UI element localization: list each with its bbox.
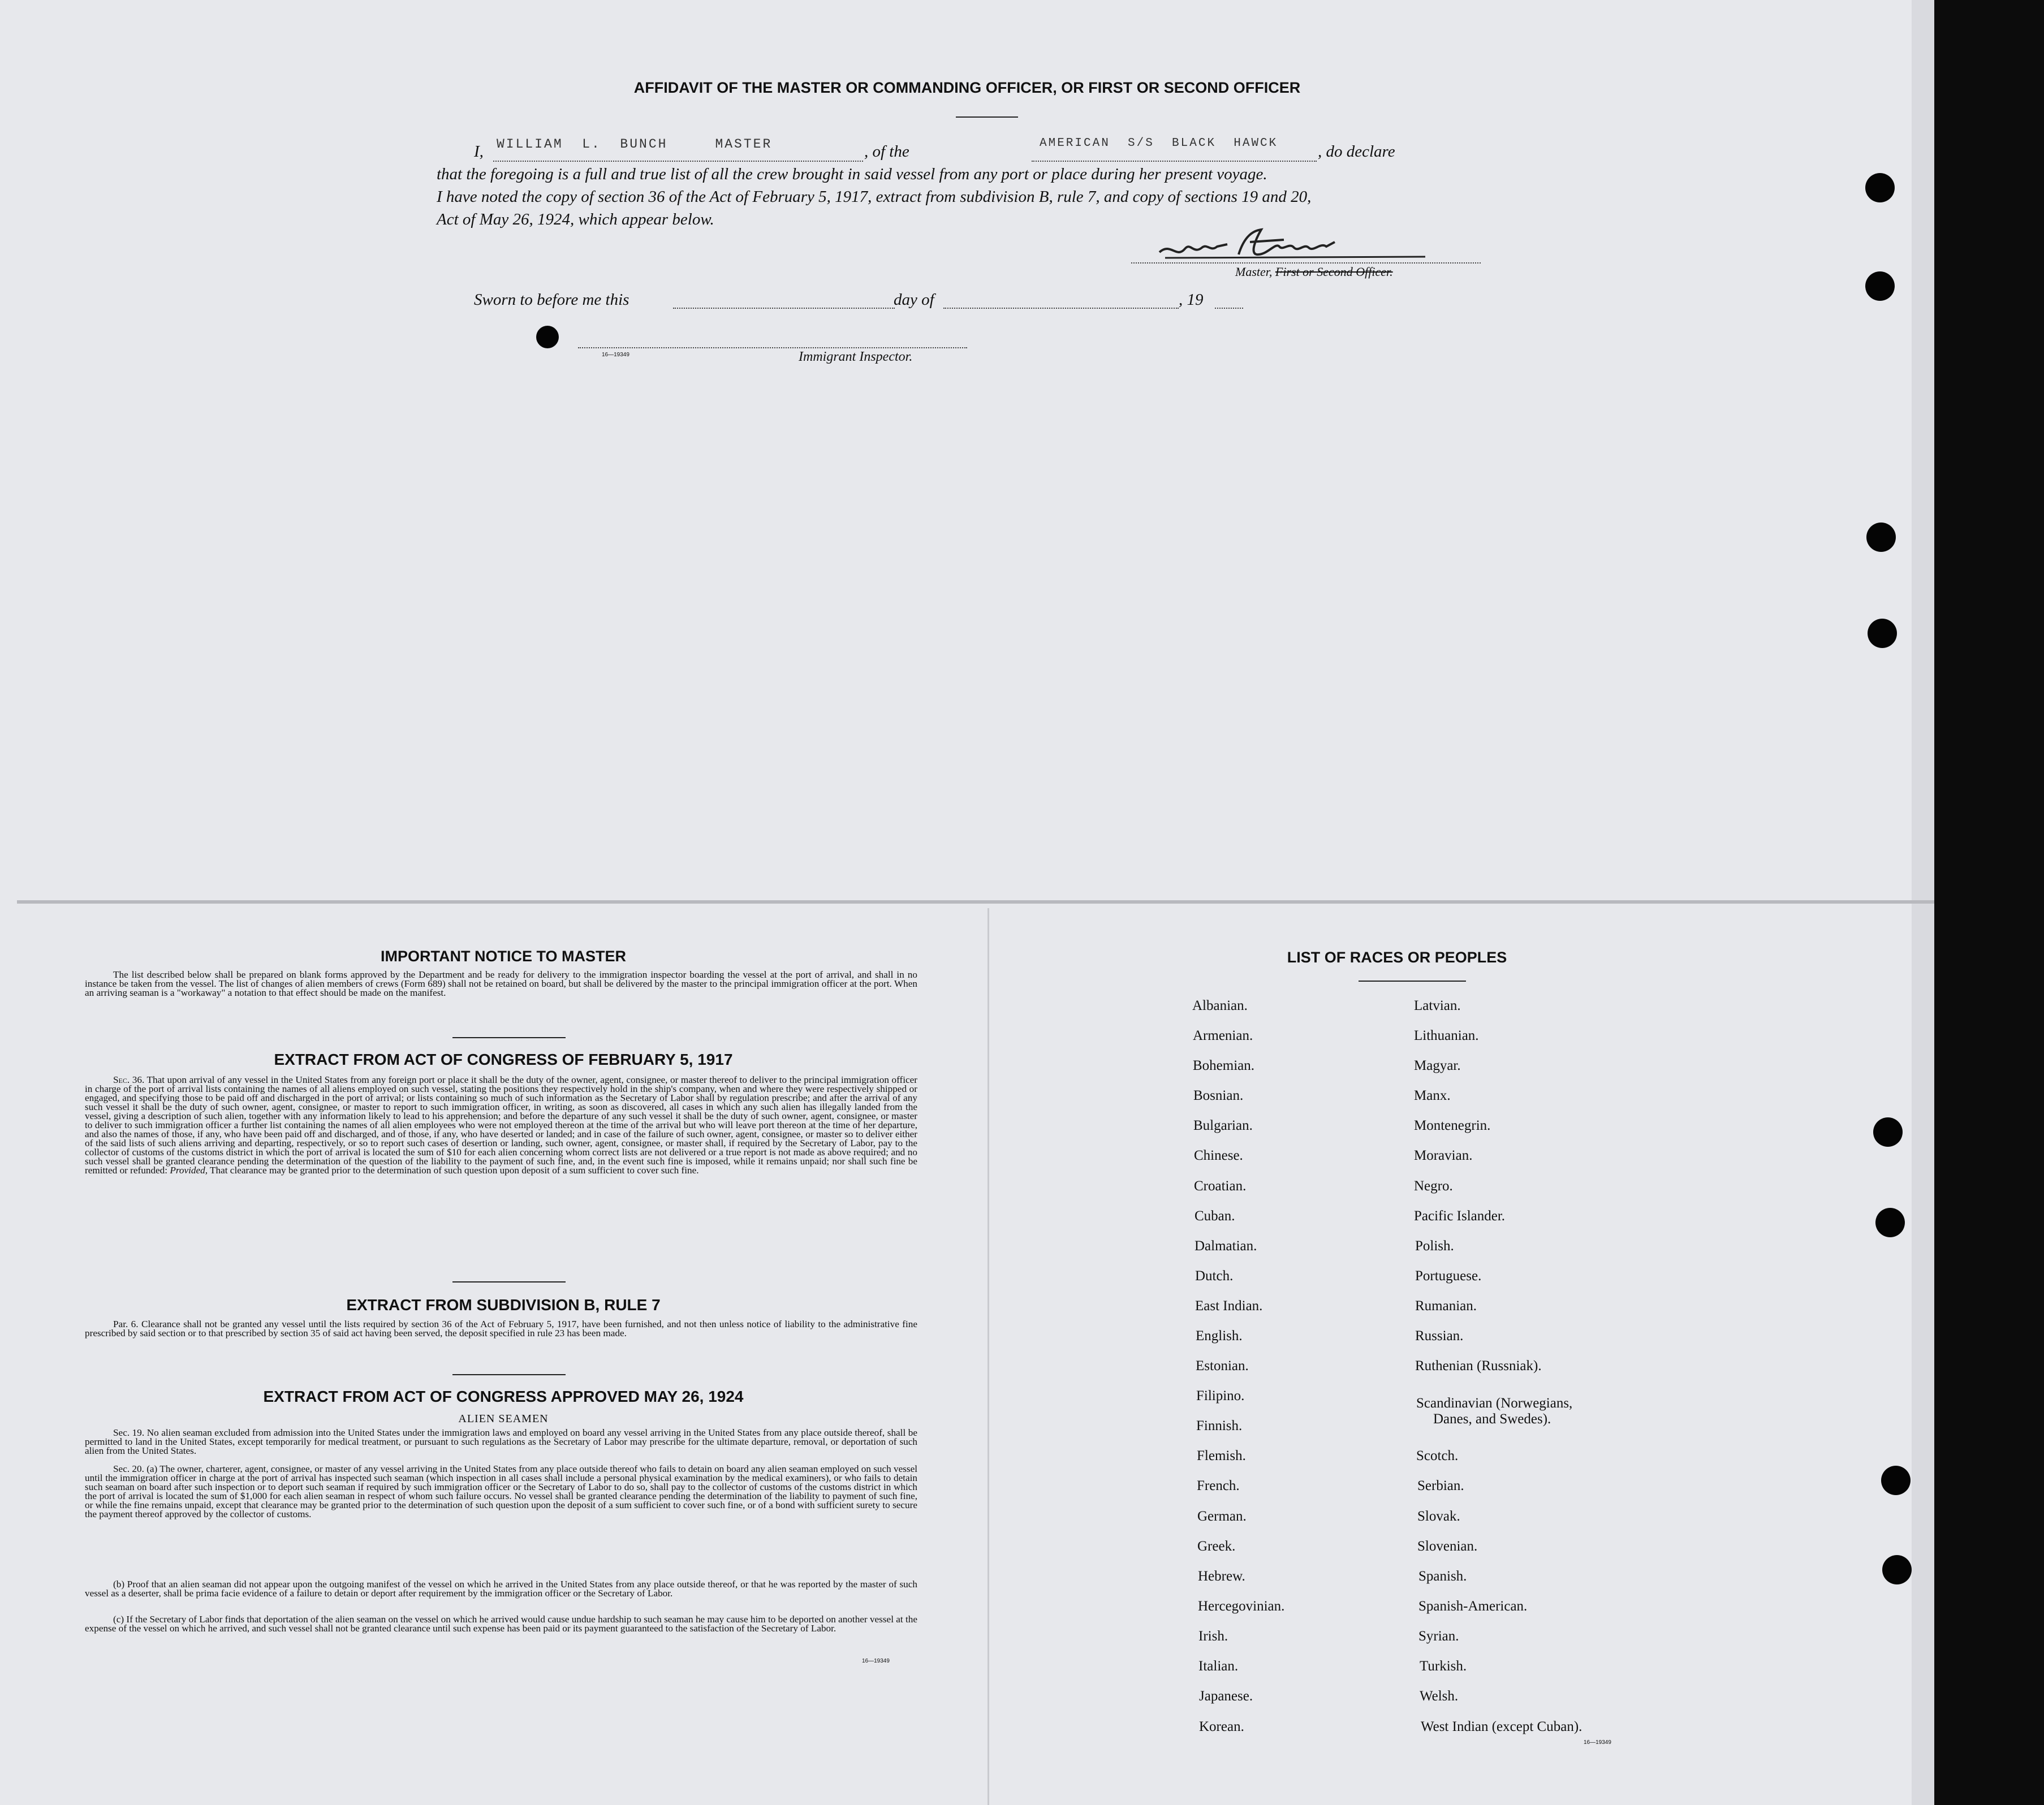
day-of-label: day of <box>894 291 934 309</box>
act1917-title: EXTRACT FROM ACT OF CONGRESS OF FEBRUARY 5, 1917 <box>274 1051 733 1068</box>
inspector-dots <box>578 347 967 348</box>
race-item: Scandinavian (Norwegians, <box>1416 1396 1573 1411</box>
race-item: Pacific Islander. <box>1414 1208 1506 1224</box>
race-item: East Indian. <box>1195 1298 1263 1314</box>
act1924-title: EXTRACT FROM ACT OF CONGRESS APPROVED MAY 26, 1924 <box>263 1388 744 1405</box>
sworn-line <box>474 291 1266 313</box>
rule7-body: Par. 6. Clearance shall not be granted any vessel until the lists required by section 36 of the Act of February 5, 1917, have been furnished, and not then unless notice of liability to the administrative fine prescribed by said section or to that prescribed by section 35 of said act having been served, the deposit specified in rule 23 has been made. <box>85 1319 917 1338</box>
race-item: Slovak. <box>1417 1509 1460 1524</box>
race-item: Albanian. <box>1192 998 1248 1013</box>
affidavit-line-1 <box>474 137 1503 163</box>
race-item: Slovenian. <box>1417 1539 1478 1554</box>
race-item: Chinese. <box>1194 1148 1243 1163</box>
punch-hole-icon <box>1868 619 1897 648</box>
do-declare-label: , do declare <box>1318 142 1395 161</box>
signature-dots <box>1131 262 1481 264</box>
notice-title: IMPORTANT NOTICE TO MASTER <box>381 948 626 965</box>
punch-hole-icon <box>1882 1555 1912 1584</box>
day-of-dots <box>943 308 1179 309</box>
inspector-label: Immigrant Inspector. <box>799 349 913 364</box>
race-item: Latvian. <box>1414 998 1461 1013</box>
race-item: Portuguese. <box>1415 1268 1482 1284</box>
divider-1 <box>452 1037 566 1038</box>
vertical-fold-line <box>987 908 989 1805</box>
race-item: Hercegovinian. <box>1198 1599 1285 1614</box>
sec20a-body: Sec. 20. (a) The owner, charterer, agent, consignee, or master of any vessel arriving in the United States from any place outside thereof who fails to detain on board any alien seaman employed on such vessel until the immigration officer in charge at the port of arrival has inspected such seaman (which inspection in all cases shall include a personal physical examination by the medical examiners), or who fails to detain such seaman on board after such inspection or to deport such seaman if required by such immigration officer or the Secretary of Labor to do so, shall pay to the collector of customs of the customs district in which the port of arrival is located the sum of $1,000 for each alien seaman in respect of whom such failure occurs. No vessel shall be granted clearance pending the determination of the liability to payment of such fine, or while the fine remains unpaid, except that clearance may be granted prior to the determination of such question upon the deposit of a sum sufficient to cover such fine, or of a bond with sufficient surety to secure the payment thereof approved by the collector of customs. <box>85 1463 918 1519</box>
act1917-body <box>85 1076 917 1175</box>
race-item: Magyar. <box>1414 1058 1461 1073</box>
race-item: Manx. <box>1414 1088 1451 1103</box>
signature-caption <box>1235 265 1393 279</box>
race-item: Spanish-American. <box>1418 1599 1528 1614</box>
race-item: Montenegrin. <box>1414 1118 1491 1133</box>
race-item: Croatian. <box>1194 1178 1247 1194</box>
race-item: Rumanian. <box>1415 1298 1477 1314</box>
race-item: Moravian. <box>1414 1148 1473 1163</box>
race-item: Danes, and Swedes). <box>1433 1411 1551 1427</box>
race-item: Polish. <box>1415 1238 1454 1254</box>
race-item: English. <box>1196 1328 1243 1344</box>
master-name-field: WILLIAM L. BUNCH MASTER <box>497 137 773 152</box>
punch-hole-icon <box>1865 173 1895 202</box>
race-item: Bulgarian. <box>1193 1118 1253 1133</box>
race-item: Flemish. <box>1197 1448 1246 1463</box>
act1917-text: That upon arrival of any vessel in the United States from any foreign port or place it shall be the duty of the owner, agent, consignee, or master thereof to deliver to the principal immigration officer in charge of the port of arrival lists containing the names of all aliens employed on such vessel, stating the positions they respectively hold in the ship's company, when and where they were respectively shipped or engaged, and specifying those to be paid off and discharged in the port of arrival; or lists containing so much of such information as the Secretary of Labor shall by regulation prescribe; and after the arrival of any such vessel it shall be the duty of such owner, agent, consignee, or master to report to such immigration officer, in writing, as soon as discovered, all cases in which any such alien has illegally landed from the vessel, giving a description of such alien, together with any information likely to lead to his apprehension; and before the departure of any such vessel it shall be the duty of such owner, agent, consignee, or master to deliver to such immigration officer a further list containing the names of all alien employees who were not employed thereon at the time of the arrival but who will leave port thereon at the time of her departure, and also the names of those, if any, who have been paid off and discharged, and of those, if any, who have deserted or landed; and in case of the failure of such owner, agent, consignee, or master so to deliver either of the said lists of such aliens arriving and departing, respectively, or so to report such cases of desertion or landing, such owner, agent, consignee, or master shall, if required by the Secretary of Labor, pay to the collector of customs of the customs district in which the port of arrival is located the sum of $10 for each alien concerning whom correct lists are not delivered or a true report is not made as above required; and no such vessel shall be granted clearance pending the determination of the question of the liability to the payment of such fine, and, in the event such fine is imposed, while it remains unpaid; nor shall such fine be remitted or refunded: <box>85 1074 917 1176</box>
race-item: Welsh. <box>1420 1689 1459 1704</box>
sec20c-body: (c) If the Secretary of Labor finds that deportation of the alien seaman on the vessel on which he arrived would cause undue hardship to such seaman he may cause him to be deported on another vessel at the expense of the vessel on which he arrived, and such vessel shall not be granted clearance until such expense has been paid or its payment guaranteed to the satisfaction of the Secretary of Labor. <box>85 1614 917 1634</box>
notice-body: The list described below shall be prepared on blank forms approved by the Department and be ready for delivery to the immigration inspector boarding the vessel at the port of arrival, and shall in no instance be taken from the vessel. The list of changes of alien members of crews (Form 689) shall not be retained on board, but shall be delivered by the master to the principal immigration officer at the port. When an arriving seaman is a "workaway" a notation to that effect should be made on the manifest. <box>85 969 917 998</box>
title-underline <box>956 116 1018 118</box>
master-signature <box>1154 219 1437 265</box>
race-item: Armenian. <box>1193 1028 1253 1043</box>
sworn-label: Sworn to before me this <box>474 291 629 309</box>
race-item: Japanese. <box>1199 1689 1253 1704</box>
race-item: Estonian. <box>1196 1358 1249 1374</box>
affidavit-title: AFFIDAVIT OF THE MASTER OR COMMANDING OFFICER, OR FIRST OR SECOND OFFICER <box>633 79 1301 96</box>
race-item: Russian. <box>1415 1328 1464 1344</box>
punch-hole-icon <box>1865 271 1895 301</box>
race-item: Greek. <box>1197 1539 1236 1554</box>
vessel-name-dots <box>1032 161 1317 162</box>
sworn-date-dots <box>673 308 895 309</box>
divider-2 <box>452 1281 566 1282</box>
affidavit-form-number: 16—19349 <box>602 352 629 358</box>
race-item: Cuban. <box>1195 1208 1235 1224</box>
race-item: Irish. <box>1198 1629 1228 1644</box>
act1924-subtitle: ALIEN SEAMEN <box>458 1413 549 1425</box>
sec20b-body: (b) Proof that an alien seaman did not appear upon the outgoing manifest of the vessel on which he arrived in the United States from any place outside thereof, or that he was reported by the master of such vessel as a deserter, shall be prima facie evidence of a failure to detain or deport after requirement by the immigration officer or the Secretary of Labor. <box>85 1579 917 1599</box>
divider-3 <box>452 1374 566 1375</box>
race-item: Hebrew. <box>1198 1569 1245 1584</box>
race-item: Scotch. <box>1416 1448 1459 1463</box>
race-item: West Indian (except Cuban). <box>1421 1719 1582 1734</box>
i-label: I, <box>474 142 484 161</box>
race-item: Turkish. <box>1420 1659 1467 1674</box>
races-title-underline <box>1359 981 1466 982</box>
race-item: Serbian. <box>1417 1478 1464 1493</box>
notice-form-number: 16—19349 <box>862 1658 890 1664</box>
punch-hole-icon <box>1873 1117 1903 1147</box>
race-item: Spanish. <box>1418 1569 1467 1584</box>
punch-hole-icon <box>1866 522 1896 552</box>
rule7-title: EXTRACT FROM SUBDIVISION B, RULE 7 <box>346 1296 661 1314</box>
year-label: , 19 <box>1179 291 1204 309</box>
affidavit-line-2: that the foregoing is a full and true list of all the crew brought in said vessel from any port or place during her present voyage. <box>437 165 1267 183</box>
race-item: German. <box>1197 1509 1247 1524</box>
punch-hole-icon <box>1875 1208 1905 1237</box>
sec19-body: Sec. 19. No alien seaman excluded from admission into the United States under the immigration laws and employed on board any vessel arriving in the United States from any place outside thereof, shall be permitted to land in the United States, except temporarily for medical treatment, or pursuant to such regulations as the Secretary of Labor may prescribe for the ultimate departure, removal, or deportation of such alien from the United States. <box>85 1427 917 1456</box>
race-item: Dutch. <box>1195 1268 1234 1284</box>
races-title: LIST OF RACES OR PEOPLES <box>1287 949 1507 966</box>
races-form-number: 16—19349 <box>1584 1739 1611 1746</box>
race-item: Italian. <box>1198 1659 1239 1674</box>
race-item: Dalmatian. <box>1195 1238 1257 1254</box>
race-item: Bohemian. <box>1193 1058 1255 1073</box>
affidavit-line-3: I have noted the copy of section 36 of the Act of February 5, 1917, extract from subdivision B, rule 7, and copy of sections 19 and 20, <box>437 188 1312 206</box>
vessel-name-field: AMERICAN S/S BLACK HAWCK <box>1040 137 1278 150</box>
race-item: Korean. <box>1199 1719 1244 1734</box>
act1917-provided: Provided, <box>170 1165 208 1176</box>
act1917-sec: Sec. 36. <box>113 1074 145 1085</box>
of-the-label: , of the <box>864 142 909 161</box>
horizontal-fold-line <box>17 900 1934 904</box>
race-item: Syrian. <box>1418 1629 1459 1644</box>
race-item: Filipino. <box>1196 1388 1245 1404</box>
year-dots <box>1215 308 1243 309</box>
punch-hole-icon <box>536 326 559 348</box>
race-item: French. <box>1197 1478 1240 1493</box>
punch-hole-icon <box>1881 1466 1911 1495</box>
race-item: Finnish. <box>1196 1418 1243 1433</box>
act1917-end: That clearance may be granted prior to the determination of such question upon deposit of a sum sufficient to cover such fine. <box>210 1165 699 1176</box>
master-name-dots <box>493 161 863 162</box>
signature-caption-struck: First or Second Officer. <box>1275 265 1393 279</box>
signature-caption-master: Master, <box>1235 265 1275 279</box>
race-item: Lithuanian. <box>1414 1028 1479 1043</box>
race-item: Negro. <box>1414 1178 1453 1194</box>
affidavit-line-4: Act of May 26, 1924, which appear below. <box>437 210 714 228</box>
race-item: Ruthenian (Russniak). <box>1415 1358 1542 1374</box>
race-item: Bosnian. <box>1193 1088 1244 1103</box>
